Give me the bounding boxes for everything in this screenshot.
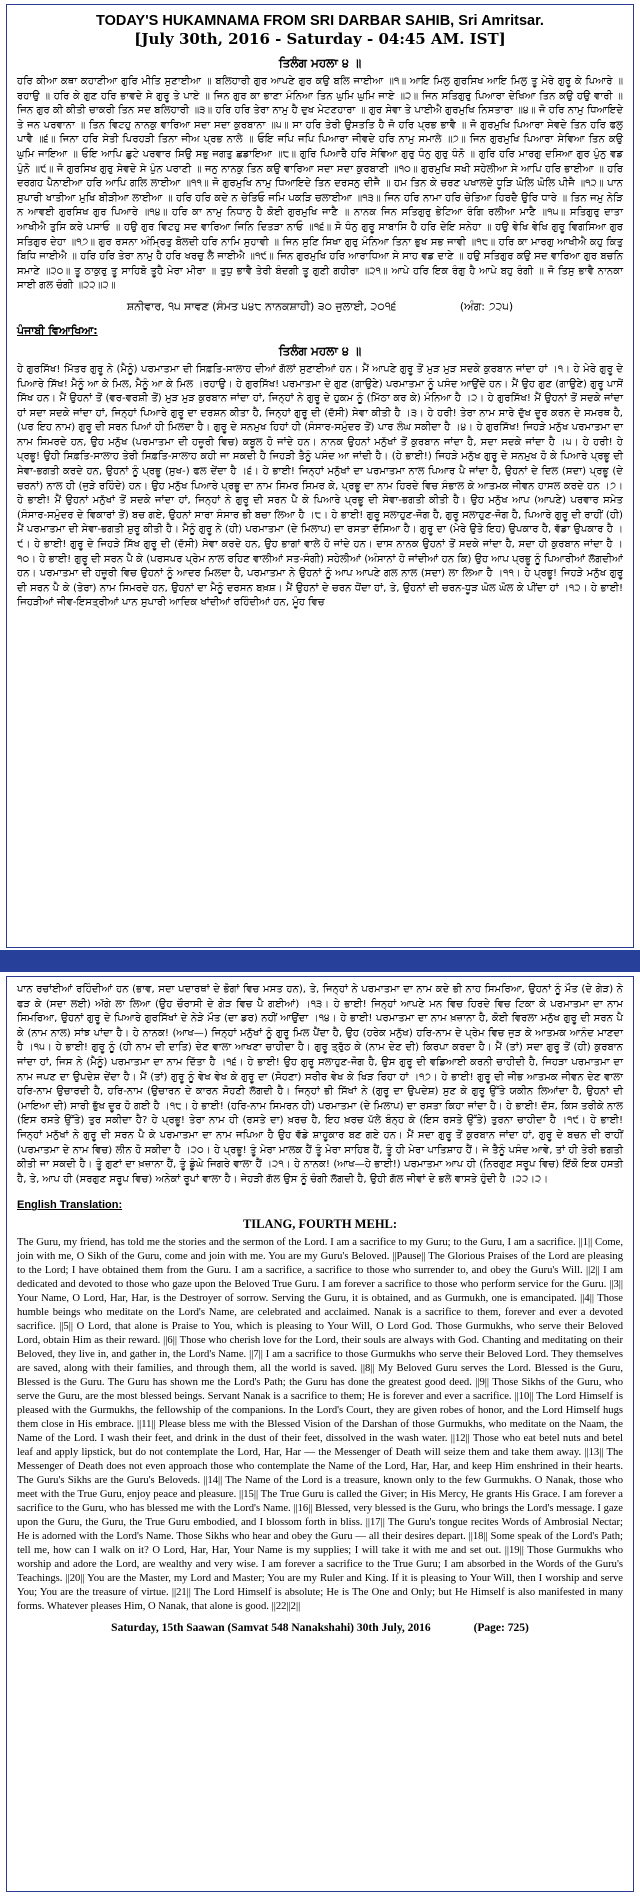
gurmukhi-date: ਸ਼ਨੀਵਾਰ, ੧੫ ਸਾਵਣ (ਸੰਮਤ ੫੪੮ ਨਾਨਕਸ਼ਾਹੀ) ੩੦ ਜੁਲਾਈ, ੨੦੧੬ [126,299,397,313]
page-datetime: [July 30th, 2016 - Saturday - 04:45 AM. IST] [134,30,506,48]
gurbani-text: ਹਰਿ ਕੀਆ ਕਥਾ ਕਹਾਣੀਆ ਗੁਰਿ ਮੀਤਿ ਸੁਣਾਈਆ ॥ ਬਲਿਹਾਰੀ ਗੁਰ ਆਪਣੇ ਗੁਰ ਕਉ ਬਲਿ ਜਾਈਆ ॥੧॥ ਆਇ ਮਿਲੁ ਗੁਰਸਿਖ ਆਇ ਮਿਲੁ ਤੂ ਮੇਰੇ ਗੁਰੂ ਕੇ ਪਿਆਰੇ ॥ ਰਹਾਉ ॥ ਹਰਿ ਕੇ ਗੁਣ ਹਰਿ ਭਾਵਦੇ ਸੇ ਗੁਰੂ ਤੇ ਪਾਏ ॥ ਜਿਨ ਗੁਰ ਕਾ ਭਾਣਾ ਮੰਨਿਆ ਤਿਨ ਘੁਮਿ ਘੁਮਿ ਜਾਏ ॥੨॥ ਜਿਨ ਸਤਿਗੁਰੁ ਪਿਆਰਾ ਦੇਖਿਆ ਤਿਨ ਕਉ ਹਉ ਵਾਰੀ ॥ ਜਿਨ ਗੁਰ ਕੀ ਕੀਤੀ ਚਾਕਰੀ ਤਿਨ ਸਦ ਬਲਿਹਾਰੀ ॥੩॥ ਹਰਿ ਹਰਿ ਤੇਰਾ ਨਾਮੁ ਹੈ ਦੁਖ ਮੇਟਣਹਾਰਾ ॥ ਗੁਰ ਸੇਵਾ ਤੇ ਪਾਈਐ ਗੁਰਮੁਖਿ ਨਿਸਤਾਰਾ ॥੪॥ ਜੋ ਹਰਿ ਨਾਮੁ ਧਿਆਇਦੇ ਤੇ ਜਨ ਪਰਵਾਨਾ ॥ ਤਿਨ ਵਿਟਹੁ ਨਾਨਕੁ ਵਾਰਿਆ ਸਦਾ ਸਦਾ ਕੁਰਬਾਨਾ ॥੫॥ ਸਾ ਹਰਿ ਤੇਰੀ ਉਸਤਤਿ ਹੈ ਜੋ ਹਰਿ ਪ੍ਰਭ ਭਾਵੈ ॥ ਜੋ ਗੁਰਮੁਖਿ ਪਿਆਰਾ ਸੇਵਦੇ ਤਿਨ ਹਰਿ ਫਲੁ ਪਾਵੈ ॥੬॥ ਜਿਨਾ ਹਰਿ ਸੇਤੀ ਪਿਰਹੜੀ ਤਿਨਾ ਜੀਅ ਪ੍ਰਭ ਨਾਲੇ ॥ ਓਇ ਜਪਿ ਜਪਿ ਪਿਆਰਾ ਜੀਵਦੇ ਹਰਿ ਨਾਮੁ ਸਮਾਲੇ ॥੭॥ ਜਿਨ ਗੁਰਮੁਖਿ ਪਿਆਰਾ ਸੇਵਿਆ ਤਿਨ ਕਉ ਘੁਮਿ ਜਾਇਆ ॥ ਓਇ ਆਪਿ ਛੁਟੇ ਪਰਵਾਰ ਸਿਉ ਸਭੁ ਜਗਤੁ ਛਡਾਇਆ ॥੮॥ ਗੁਰਿ ਪਿਆਰੈ ਹਰਿ ਸੇਵਿਆ ਗੁਰੁ ਧੰਨੁ ਗੁਰੁ ਧੰਨੋ ॥ ਗੁਰਿ ਹਰਿ ਮਾਰਗੁ ਦਸਿਆ ਗੁਰ ਪੁੰਨੁ ਵਡ ਪੁੰਨੋ ॥੯॥ ਜੋ ਗੁਰਸਿਖ ਗੁਰੁ ਸੇਵਦੇ ਸੇ ਪੁੰਨ ਪਰਾਣੀ ॥ ਜਨੁ ਨਾਨਕੁ ਤਿਨ ਕਉ ਵਾਰਿਆ ਸਦਾ ਸਦਾ ਕੁਰਬਾਣੀ ॥੧੦॥ ਗੁਰਮੁਖਿ ਸਖੀ ਸਹੇਲੀਆ ਸੇ ਆਪਿ ਹਰਿ ਭਾਈਆ ॥ ਹਰਿ ਦਰਗਹ ਪੈਨਾਈਆ ਹਰਿ ਆਪਿ ਗਲਿ ਲਾਈਆ ॥੧੧॥ ਜੋ ਗੁਰਮੁਖਿ ਨਾਮੁ ਧਿਆਇਦੇ ਤਿਨ ਦਰਸਨੁ ਦੀਜੈ ॥ ਹਮ ਤਿਨ ਕੇ ਚਰਣ ਪਖਾਲਦੇ ਧੂੜਿ ਘੋਲਿ ਘੋਲਿ ਪੀਜੈ ॥੧੨॥ ਪਾਨ ਸੁਪਾਰੀ ਖਾਤੀਆ ਮੁਖਿ ਬੀੜੀਆ ਲਾਈਆ ॥ ਹਰਿ ਹਰਿ ਕਦੇ ਨ ਚੇਤਿਓ ਜਮਿ ਪਕੜਿ ਚਲਾਈਆ ॥੧੩॥ ਜਿਨ ਹਰਿ ਨਾਮਾ ਹਰਿ ਚੇਤਿਆ ਹਿਰਦੈ ਉਰਿ ਧਾਰੇ ॥ ਤਿਨ ਜਮੁ ਨੇੜਿ ਨ ਆਵਈ ਗੁਰਸਿਖ ਗੁਰ ਪਿਆਰੇ ॥੧੪॥ ਹਰਿ ਕਾ ਨਾਮੁ ਨਿਧਾਨੁ ਹੈ ਕੋਈ ਗੁਰਮੁਖਿ ਜਾਣੈ ॥ ਨਾਨਕ ਜਿਨ ਸਤਿਗੁਰੁ ਭੇਟਿਆ ਰੰਗਿ ਰਲੀਆ ਮਾਣੈ ॥੧੫॥ ਸਤਿਗੁਰੁ ਦਾਤਾ ਆਖੀਐ ਤੁਸਿ ਕਰੇ ਪਸਾਓ ॥ ਹਉ ਗੁਰ ਵਿਟਹੁ ਸਦ ਵਾਰਿਆ ਜਿਨਿ ਦਿਤੜਾ ਨਾਓ ॥੧੬॥ ਸੋ ਧੰਨੁ ਗੁਰੂ ਸਾਬਾਸਿ ਹੈ ਹਰਿ ਦੇਇ ਸਨੇਹਾ ॥ ਹਉ ਵੇਖਿ ਵੇਖਿ ਗੁਰੂ ਵਿਗਸਿਆ ਗੁਰ ਸਤਿਗੁਰ ਦੇਹਾ ॥੧੭॥ ਗੁਰ ਰਸਨਾ ਅੰਮ੍ਰਿਤੁ ਬੋਲਦੀ ਹਰਿ ਨਾਮਿ ਸੁਹਾਵੀ ॥ ਜਿਨ ਸੁਣਿ ਸਿਖਾ ਗੁਰੁ ਮੰਨਿਆ ਤਿਨਾ ਭੁਖ ਸਭ ਜਾਵੀ ॥੧੮॥ ਹਰਿ ਕਾ ਮਾਰਗੁ ਆਖੀਐ ਕਹੁ ਕਿਤੁ ਬਿਧਿ ਜਾਈਐ ॥ ਹਰਿ ਹਰਿ ਤੇਰਾ ਨਾਮੁ ਹੈ ਹਰਿ ਖਰਚੁ ਲੈ ਜਾਈਐ ॥੧੯॥ ਜਿਨ ਗੁਰਮੁਖਿ ਹਰਿ ਆਰਾਧਿਆ ਸੇ ਸਾਹ ਵਡ ਦਾਣੇ ॥ ਹਉ ਸਤਿਗੁਰ ਕਉ ਸਦ ਵਾਰਿਆ ਗੁਰ ਬਚਨਿ ਸਮਾਣੇ ॥੨੦॥ ਤੂ ਠਾਕੁਰੁ ਤੂ ਸਾਹਿਬੋ ਤੂਹੈ ਮੇਰਾ ਮੀਰਾ ॥ ਤੁਧੁ ਭਾਵੈ ਤੇਰੀ ਬੰਦਗੀ ਤੂ ਗੁਣੀ ਗਹੀਰਾ ॥੨੧॥ ਆਪੇ ਹਰਿ ਇਕ ਰੰਗੁ ਹੈ ਆਪੇ ਬਹੁ ਰੰਗੀ ॥ ਜੋ ਤਿਸੁ ਭਾਵੈ ਨਾਨਕਾ ਸਾਈ ਗਲ ਚੰਗੀ ॥੨੨॥੨॥ [17,76,623,292]
hukamnama-page-top [6,4,634,948]
gurmukhi-ang: (ਅੰਗ: ੭੨੫) [459,299,514,313]
punjabi-section-label: ਪੰਜਾਬੀ ਵਿਆਖਿਆ: [17,323,98,337]
page-title: TODAY'S HUKAMNAMA FROM SRI DARBAR SAHIB, Sri Amritsar. [96,13,544,29]
footer-date: Saturday, 15th Saawan (Samvat 548 Nanakshahi) 30th July, 2016 [111,1622,431,1635]
gurbani-heading: ਤਿਲੰਗ ਮਹਲਾ ੪ ॥ [278,56,362,70]
punjabi-text-part2: ਪਾਨ ਰਚਾਂਈਆਂ ਰਹਿੰਦੀਆਂ ਹਨ (ਭਾਵ, ਸਦਾ ਪਦਾਰਥਾਂ ਦੇ ਭੋਗਾਂ ਵਿਚ ਮਸਤ ਹਨ), ਤੇ, ਜਿਨ੍ਹਾਂ ਨੇ ਪਰਮਾਤਮਾ ਦਾ ਨਾਮ ਕਦੇ ਭੀ ਨਾਹ ਸਿਮਰਿਆ, ਉਹਨਾਂ ਨੂੰ ਮੌਤ (ਦੇ ਗੇੜ) ਨੇ ਫੜ ਕੇ (ਸਦਾ ਲਈ) ਅੱਗੇ ਲਾ ਲਿਆ (ਉਹ ਚੌਰਾਸੀ ਦੇ ਗੇੜ ਵਿਚ ਪੈ ਗਈਆਂ) ।੧੩। ਹੇ ਭਾਈ! ਜਿਨ੍ਹਾਂ ਆਪਣੇ ਮਨ ਵਿਚ ਹਿਰਦੇ ਵਿਚ ਟਿਕਾ ਕੇ ਪਰਮਾਤਮਾ ਦਾ ਨਾਮ ਸਿਮਰਿਆ, ਉਹਨਾਂ ਗੁਰੂ ਦੇ ਪਿਆਰੇ ਗੁਰਸਿੱਖਾਂ ਦੇ ਨੇੜੇ ਮੌਤ (ਦਾ ਡਰ) ਨਹੀਂ ਆਉਂਦਾ ।੧੪। ਹੇ ਭਾਈ! ਪਰਮਾਤਮਾ ਦਾ ਨਾਮ ਖ਼ਜ਼ਾਨਾ ਹੈ, ਕੋਈ ਵਿਰਲਾ ਮਨੁੱਖ ਗੁਰੂ ਦੀ ਸਰਨ ਪੈ ਕੇ (ਨਾਮ ਨਾਲ) ਸਾਂਝ ਪਾਂਦਾ ਹੈ। ਹੇ ਨਾਨਕ! (ਆਖ—) ਜਿਨ੍ਹਾਂ ਮਨੁੱਖਾਂ ਨੂੰ ਗੁਰੂ ਮਿਲ ਪੈਂਦਾ ਹੈ, ਉਹ (ਹਰੇਕ ਮਨੁੱਖ) ਹਰਿ-ਨਾਮ ਦੇ ਪ੍ਰੇਮ ਵਿਚ ਜੁੜ ਕੇ ਆਤਮਕ ਆਨੰਦ ਮਾਣਦਾ ਹੈ ।੧੫। ਹੇ ਭਾਈ! ਗੁਰੂ ਨੂੰ (ਹੀ ਨਾਮ ਦੀ ਦਾਤਿ) ਦੇਣ ਵਾਲਾ ਆਖਣਾ ਚਾਹੀਦਾ ਹੈ। ਗੁਰੂ ਤ੍ਰੁੱਠ ਕੇ (ਨਾਮ ਦੇਣ ਦੀ) ਕਿਰਪਾ ਕਰਦਾ ਹੈ। ਮੈਂ (ਤਾਂ) ਸਦਾ ਗੁਰੂ ਤੋਂ (ਹੀ) ਕੁਰਬਾਨ ਜਾਂਦਾ ਹਾਂ, ਜਿਸ ਨੇ (ਮੈਨੂੰ) ਪਰਮਾਤਮਾ ਦਾ ਨਾਮ ਦਿੱਤਾ ਹੈ ।੧੬। ਹੇ ਭਾਈ! ਉਹ ਗੁਰੂ ਸਲਾਹੁਣ-ਜੋਗ ਹੈ, ਉਸ ਗੁਰੂ ਦੀ ਵਡਿਆਈ ਕਰਨੀ ਚਾਹੀਦੀ ਹੈ, ਜਿਹੜਾ ਪਰਮਾਤਮਾ ਦਾ ਨਾਮ ਜਪਣ ਦਾ ਉਪਦੇਸ਼ ਦੇਂਦਾ ਹੈ। ਮੈਂ (ਤਾਂ) ਗੁਰੂ ਨੂੰ ਵੇਖ ਵੇਖ ਕੇ ਗੁਰੂ ਦਾ (ਸੋਹਣਾ) ਸਰੀਰ ਵੇਖ ਕੇ ਖਿੜ ਰਿਹਾ ਹਾਂ ।੧੭। ਹੇ ਭਾਈ! ਗੁਰੂ ਦੀ ਜੀਭ ਆਤਮਕ ਜੀਵਨ ਦੇਣ ਵਾਲਾ ਹਰਿ-ਨਾਮ ਉਚਾਰਦੀ ਹੈ, ਹਰਿ-ਨਾਮ (ਉਚਾਰਨ ਦੇ ਕਾਰਨ ਸੋਹਣੀ ਲੱਗਦੀ ਹੈ। ਜਿਨ੍ਹਾਂ ਭੀ ਸਿੱਖਾਂ ਨੇ (ਗੁਰੂ ਦਾ ਉਪਦੇਸ਼) ਸੁਣ ਕੇ ਗੁਰੂ ਉੱਤੇ ਯਕੀਨ ਲਿਆਂਦਾ ਹੈ, ਉਹਨਾਂ ਦੀ (ਮਾਇਆ ਦੀ) ਸਾਰੀ ਭੁੱਖ ਦੂਰ ਹੋ ਗਈ ਹੈ ।੧੮। ਹੇ ਭਾਈ! (ਹਰਿ-ਨਾਮ ਸਿਮਰਨ ਹੀ) ਪਰਮਾਤਮਾ (ਦੇ ਮਿਲਾਪ) ਦਾ ਰਸਤਾ ਕਿਹਾ ਜਾਂਦਾ ਹੈ। ਹੇ ਭਾਈ! ਦੱਸ, ਕਿਸ ਤਰੀਕੇ ਨਾਲ (ਇਸ ਰਸਤੇ ਉੱਤੇ) ਤੁਰ ਸਕੀਦਾ ਹੈ? ਹੇ ਪ੍ਰਭੂ! ਤੇਰਾ ਨਾਮ ਹੀ (ਰਸਤੇ ਦਾ) ਖ਼ਰਚ ਹੈ, ਇਹ ਖ਼ਰਚ ਪੱਲੇ ਬੰਨ੍ਹ ਕੇ (ਇਸ ਰਸਤੇ ਉੱਤੇ) ਤੁਰਨਾ ਚਾਹੀਦਾ ਹੈ ।੧੯। ਹੇ ਭਾਈ! ਜਿਨ੍ਹਾਂ ਮਨੁੱਖਾਂ ਨੇ ਗੁਰੂ ਦੀ ਸਰਨ ਪੈ ਕੇ ਪਰਮਾਤਮਾ ਦਾ ਨਾਮ ਜਪਿਆ ਹੈ ਉਹ ਵੱਡੇ ਸ਼ਾਹੂਕਾਰ ਬਣ ਗਏ ਹਨ। ਮੈਂ ਸਦਾ ਗੁਰੂ ਤੋਂ ਕੁਰਬਾਨ ਜਾਂਦਾ ਹਾਂ, ਗੁਰੂ ਦੇ ਬਚਨ ਦੀ ਰਾਹੀਂ (ਪਰਮਾਤਮਾ ਦੇ ਨਾਮ ਵਿਚ) ਲੀਨ ਹੋ ਸਕੀਦਾ ਹੈ ।੨੦। ਹੇ ਪ੍ਰਭੂ! ਤੂੰ ਮੇਰਾ ਮਾਲਕ ਹੈਂ ਤੂੰ ਮੇਰਾ ਸਾਹਿਬ ਹੈਂ, ਤੂੰ ਹੀ ਮੇਰਾ ਪਾਤਿਸ਼ਾਹ ਹੈਂ। ਜੇ ਤੈਨੂੰ ਪਸੰਦ ਆਵੇ, ਤਾਂ ਹੀ ਤੇਰੀ ਭਗਤੀ ਕੀਤੀ ਜਾ ਸਕਦੀ ਹੈ। ਤੂੰ ਗੁਣਾਂ ਦਾ ਖ਼ਜ਼ਾਨਾ ਹੈਂ, ਤੂੰ ਡੂੰਘੇ ਜਿਗਰੇ ਵਾਲਾ ਹੈਂ ।੨੧। ਹੇ ਨਾਨਕ! (ਆਖ—ਹੇ ਭਾਈ!) ਪਰਮਾਤਮਾ ਆਪ ਹੀ (ਨਿਰਗੁਣ ਸਰੂਪ ਵਿਚ) ਇੱਕੋ ਇਕ ਹਸਤੀ ਹੈ, ਤੇ, ਆਪ ਹੀ (ਸਰਗੁਣ ਸਰੂਪ ਵਿਚ) ਅਨੇਕਾਂ ਰੂਪਾਂ ਵਾਲਾ ਹੈ। ਜੇਹੜੀ ਗੱਲ ਉਸ ਨੂੰ ਚੰਗੀ ਲੱਗਦੀ ਹੈ, ਉਹੀ ਗੱਲ ਜੀਵਾਂ ਦੇ ਭਲੇ ਵਾਸਤੇ ਹੁੰਦੀ ਹੈ ।੨੨।੨। [17,984,623,1185]
footer-page: (Page: 725) [473,1622,529,1635]
footer-dateline [17,1622,623,1634]
punjabi-heading: ਤਿਲੰਗ ਮਹਲਾ ੪ ॥ [278,343,362,358]
page-divider [0,950,640,972]
english-text: The Guru, my friend, has told me the stories and the sermon of the Lord. I am a sacrifice to my Guru; to the Guru, I am a sacrifice. ||1|| Come, join with me, O Sikh of the Guru, come and join with me. You are my Guru's Beloved. ||Pause|| The Glorious Praises of the Lord are pleasing to the Lord; I have obtained them from the Guru. I am a sacrifice, a sacrifice to those who surrender to, and obey the Guru's Will. ||2|| I am dedicated and devoted to those who gaze upon the Beloved True Guru. I am forever a sacrifice to those who perform service for the Guru. ||3|| Your Name, O Lord, Har, Har, is the Destroyer of sorrow. Serving the Guru, it is obtained, and as Gurmukh, one is emancipated. ||4|| Those humble beings who meditate on the Lord's Name, are celebrated and acclaimed. Nanak is a sacrifice to them, forever and ever a devoted sacrifice. ||5|| O Lord, that alone is Praise to You, which is pleasing to Your Will, O Lord God. Those Gurmukhs, who serve their Beloved Lord, obtain Him as their reward. ||6|| Those who cherish love for the Lord, their souls are always with God. Chanting and meditating on their Beloved, they live in, and gather in, the Lord's Name. ||7|| I am a sacrifice to those Gurmukhs who serve their Beloved Lord. They themselves are saved, along with their families, and through them, all the world is saved. ||8|| My Beloved Guru serves the Lord. Blessed is the Guru, Blessed is the Guru. The Guru has shown me the Lord's Path; the Guru has done the greatest good deed. ||9|| Those Sikhs of the Guru, who serve the Guru, are the most blessed beings. Servant Nanak is a sacrifice to them; He is forever and ever a sacrifice. ||10|| The Lord Himself is pleased with the Gurmukhs, the fellowship of the companions. In the Lord's Court, they are given robes of honor, and the Lord Himself hugs them close in His embrace. ||11|| Please bless me with the Blessed Vision of the Darshan of those Gurmukhs, who meditate on the Naam, the Name of the Lord. I wash their feet, and drink in the dust of their feet, dissolved in the wash water. ||12|| Those who eat betel nuts and betel leaf and apply lipstick, but do not contemplate the Lord, Har, Har — the Messenger of Death will seize them and take them away. ||13|| The Messenger of Death does not even approach those who contemplate the Name of the Lord, Har, Har, and keep Him enshrined in their hearts. The Guru's Sikhs are the Guru's Beloveds. ||14|| The Name of the Lord is a treasure, known only to the few Gurmukhs. O Nanak, those who meet with the True Guru, enjoy peace and pleasure. ||15|| The True Guru is called the Giver; in His Mercy, He grants His Grace. I am forever a sacrifice to the Guru, who has blessed me with the Lord's Name. ||16|| Blessed, very blessed is the Guru, who brings the Lord's message. I gaze upon the Guru, the Guru, the True Guru embodied, and I blossom forth in bliss. ||17|| The Guru's tongue recites Words of Ambrosial Nectar; He is adorned with the Lord's Name. Those Sikhs who hear and obey the Guru — all their desires depart. ||18|| Some speak of the Lord's Path; tell me, how can I walk on it? O Lord, Har, Har, Your Name is my supplies; I will take it with me and set out. ||19|| Those Gurmukhs who worship and adore the Lord, are wealthy and very wise. I am forever a sacrifice to the True Guru; I am absorbed in the Words of the Guru's Teachings. ||20|| You are the Master, my Lord and Master; You are my Ruler and King. If it is pleasing to Your Will, then I worship and serve You; You are the treasure of virtue. ||21|| The Lord Himself is absolute; He is The One and Only; but He Himself is also manifested in many forms. Whatever pleases Him, O Nanak, that alone is good. ||22||2|| [17,1237,623,1613]
punjabi-text-part1: ਹੇ ਗੁਰਸਿੱਖ! ਮਿੱਤਰ ਗੁਰੂ ਨੇ (ਮੈਨੂੰ) ਪਰਮਾਤਮਾ ਦੀ ਸਿਫ਼ਤਿ-ਸਾਲਾਹ ਦੀਆਂ ਗੱਲਾਂ ਸੁਣਾਈਆਂ ਹਨ। ਮੈਂ ਆਪਣੇ ਗੁਰੂ ਤੋਂ ਮੁੜ ਮੁੜ ਸਦਕੇ ਕੁਰਬਾਨ ਜਾਂਦਾ ਹਾਂ ।੧। ਹੇ ਮੇਰੇ ਗੁਰੂ ਦੇ ਪਿਆਰੇ ਸਿੱਖ! ਮੈਨੂੰ ਆ ਕੇ ਮਿਲ, ਮੈਨੂੰ ਆ ਕੇ ਮਿਲ ।ਰਹਾਉ। ਹੇ ਗੁਰਸਿੱਖ! ਪਰਮਾਤਮਾ ਦੇ ਗੁਣ (ਗਾਉਣੇ) ਪਰਮਾਤਮਾ ਨੂੰ ਪਸੰਦ ਆਉਂਦੇ ਹਨ। ਮੈਂ ਉਹ ਗੁਣ (ਗਾਉਣੇ) ਗੁਰੂ ਪਾਸੋਂ ਸਿੱਖ ਹਨ। ਮੈਂ ਉਹਨਾਂ ਤੋਂ (ਵਰ-ਵਰਸ਼ੀ ਤੋਂ) ਮੁੜ ਮੁੜ ਕੁਰਬਾਨ ਜਾਂਦਾ ਹਾਂ, ਜਿਨ੍ਹਾਂ ਨੇ ਗੁਰੂ ਦੇ ਹੁਕਮ ਨੂੰ (ਮਿੱਠਾ ਕਰ ਕੇ) ਮੰਨਿਆ ਹੈ ।੨। ਹੇ ਗੁਰਸਿੱਖ! ਮੈਂ ਉਹਨਾਂ ਤੋਂ ਸਦਕੇ ਜਾਂਦਾ ਹਾਂ ਸਦਾ ਸਦਕੇ ਜਾਂਦਾ ਹਾਂ, ਜਿਨ੍ਹਾਂ ਪਿਆਰੇ ਗੁਰੂ ਦਾ ਦਰਸ਼ਨ ਕੀਤਾ ਹੈ, ਜਿਨ੍ਹਾਂ ਗੁਰੂ ਦੀ (ਦੱਸੀ) ਸੇਵਾ ਕੀਤੀ ਹੈ ।੩। ਹੇ ਹਰੀ! ਤੇਰਾ ਨਾਮ ਸਾਰੇ ਦੁੱਖ ਦੂਰ ਕਰਨ ਦੇ ਸਮਰਥ ਹੈ, (ਪਰ ਇਹ ਨਾਮ) ਗੁਰੂ ਦੀ ਸਰਨ ਪਿਆਂ ਹੀ ਮਿਲਦਾ ਹੈ। ਗੁਰੂ ਦੇ ਸਨਮੁਖ ਹਿਹਾਂ ਹੀ (ਸੰਸਾਰ-ਸਮੁੰਦਰ ਤੋਂ) ਪਾਰ ਲੰਘ ਸਕੀਦਾ ਹੈ ।੪। ਹੇ ਗੁਰਸਿੱਖ! ਜਿਹੜੇ ਮਨੁੱਖ ਪਰਮਾਤਮਾ ਦਾ ਨਾਮ ਸਿਮਰਦੇ ਹਨ, ਉਹ ਮਨੁੱਖ (ਪਰਮਾਤਮਾ ਦੀ ਹਜ਼ੂਰੀ ਵਿਚ) ਕਬੂਲ ਹੋ ਜਾਂਦੇ ਹਨ। ਨਾਨਕ ਉਹਨਾਂ ਮਨੁੱਖਾਂ ਤੋਂ ਕੁਰਬਾਨ ਜਾਂਦਾ ਹੈ, ਸਦਾ ਸਦਕੇ ਜਾਂਦਾ ਹੈ ।੫। ਹੇ ਹਰੀ! ਹੇ ਪ੍ਰਭੂ! ਉਹੀ ਸਿਫ਼ਤਿ-ਸਾਲਾਹ ਤੇਰੀ ਸਿਫ਼ਤਿ-ਸਾਲਾਹ ਕਹੀ ਜਾ ਸਕਦੀ ਹੈ ਜਿਹੜੀ ਤੈਨੂੰ ਪਸੰਦ ਆ ਜਾਂਦੀ ਹੈ। (ਹੇ ਭਾਈ!) ਜਿਹੜੇ ਮਨੁੱਖ ਗੁਰੂ ਦੇ ਸਨਮੁਖ ਹੋ ਕੇ ਪਿਆਰੇ ਪ੍ਰਭੂ ਦੀ ਸੇਵਾ-ਭਗਤੀ ਕਰਦੇ ਹਨ, ਉਹਨਾਂ ਨੂੰ ਪ੍ਰਭੂ (ਸੁਖ-) ਫਲ ਦੇਂਦਾ ਹੈ ।੬। ਹੇ ਭਾਈ! ਜਿਨ੍ਹਾਂ ਮਨੁੱਖਾਂ ਦਾ ਪਰਮਾਤਮਾ ਨਾਲ ਪਿਆਰ ਪੈ ਜਾਂਦਾ ਹੈ, ਉਹਨਾਂ ਦੇ ਦਿਲ (ਸਦਾ) ਪ੍ਰਭੂ (ਦੇ ਚਰਨਾਂ) ਨਾਲ ਹੀ (ਜੁੜੇ ਰਹਿੰਦੇ) ਹਨ। ਉਹ ਮਨੁੱਖ ਪਿਆਰੇ ਪ੍ਰਭੂ ਦਾ ਨਾਮ ਸਿਮਰ ਸਿਮਰ ਕੇ, ਪ੍ਰਭੂ ਦਾ ਨਾਮ ਹਿਰਦੇ ਵਿਚ ਸੰਭਾਲ ਕੇ ਆਤਮਕ ਜੀਵਨ ਹਾਸਲ ਕਰਦੇ ਹਨ ।੭। ਹੇ ਭਾਈ! ਮੈਂ ਉਹਨਾਂ ਮਨੁੱਖਾਂ ਤੋਂ ਸਦਕੇ ਜਾਂਦਾ ਹਾਂ, ਜਿਨ੍ਹਾਂ ਨੇ ਗੁਰੂ ਦੀ ਸਰਨ ਪੈ ਕੇ ਪਿਆਰੇ ਪ੍ਰਭੂ ਦੀ ਸੇਵਾ-ਭਗਤੀ ਕੀਤੀ ਹੈ। ਉਹ ਮਨੁੱਖ ਆਪ (ਆਪਣੇ) ਪਰਵਾਰ ਸਮੇਤ (ਸੰਸਾਰ-ਸਮੁੰਦਰ ਦੇ ਵਿਕਾਰਾਂ ਤੋਂ) ਬਚ ਗਏ, ਉਹਨਾਂ ਸਾਰਾ ਸੰਸਾਰ ਭੀ ਬਚਾ ਲਿਆ ਹੈ ।੮। ਹੇ ਭਾਈ! ਗੁਰੂ ਸਲਾਹੁਣ-ਜੋਗ ਹੈ, ਗੁਰੂ ਸਲਾਹੁਣ-ਜੋਗ ਹੈ, ਪਿਆਰੇ ਗੁਰੂ ਦੀ ਰਾਹੀਂ (ਹੀ) ਮੈਂ ਪਰਮਾਤਮਾ ਦੀ ਸੇਵਾ-ਭਗਤੀ ਸ਼ੁਰੂ ਕੀਤੀ ਹੈ। ਮੈਨੂੰ ਗੁਰੂ ਨੇ (ਹੀ) ਪਰਮਾਤਮਾ (ਦੇ ਮਿਲਾਪ) ਦਾ ਰਸਤਾ ਦੱਸਿਆ ਹੈ। ਗੁਰੂ ਦਾ (ਮੇਰੇ ਉਤੇ ਇਹ) ਉਪਕਾਰ ਹੈ, ਵੱਡਾ ਉਪਕਾਰ ਹੈ ।੯। ਹੇ ਭਾਈ! ਗੁਰੂ ਦੇ ਜਿਹੜੇ ਸਿੱਖ ਗੁਰੂ ਦੀ (ਦੱਸੀ) ਸੇਵਾ ਕਰਦੇ ਹਨ, ਉਹ ਭਾਗਾਂ ਵਾਲੇ ਹੋ ਜਾਂਦੇ ਹਨ। ਦਾਸ ਨਾਨਕ ਉਹਨਾਂ ਤੋਂ ਸਦਕੇ ਜਾਂਦਾ ਹੈ, ਸਦਾ ਹੀ ਕੁਰਬਾਨ ਜਾਂਦਾ ਹੈ ।੧੦। ਹੇ ਭਾਈ! ਗੁਰੂ ਦੀ ਸਰਨ ਪੈ ਕੇ (ਪਰਸਪਰ ਪ੍ਰੇਮ ਨਾਲ ਰਹਿਣ ਵਾਲੀਆਂ ਸਤ-ਸੰਗੀ) ਸਹੇਲੀਆਂ (ਅੰਸਾਨਾਂ ਹੋ ਜਾਂਦੀਆਂ ਹਨ ਕਿ) ਉਹ ਆਪ ਪ੍ਰਭੂ ਨੂੰ ਪਿਆਰੀਆਂ ਲੱਗਦੀਆਂ ਹਨ। ਪਰਮਾਤਮਾ ਦੀ ਹਜ਼ੂਰੀ ਵਿਚ ਉਹਨਾਂ ਨੂੰ ਆਦਰ ਮਿਲਦਾ ਹੈ, ਪਰਮਾਤਮਾ ਨੇ ਉਹਨਾਂ ਨੂੰ ਆਪ ਆਪਣੇ ਗਲ ਨਾਲ (ਸਦਾ) ਲਾ ਲਿਆ ਹੈ ।੧੧। ਹੇ ਪ੍ਰਭੂ! ਜਿਹੜੇ ਮਨੁੱਖ ਗੁਰੂ ਦੀ ਸਰਨ ਪੈ ਕੇ (ਤੇਰਾ) ਨਾਮ ਸਿਮਰਦੇ ਹਨ, ਉਹਨਾਂ ਦਾ ਮੈਨੂੰ ਦਰਸਨ ਬਖ਼ਸ਼। ਮੈਂ ਉਹਨਾਂ ਦੇ ਚਰਨ ਧੋਂਦਾ ਹਾਂ, ਤੇ, ਉਹਨਾਂ ਦੀ ਚਰਨ-ਧੂੜ ਘੋਲ ਘੋਲ ਕੇ ਪੀਂਦਾ ਹਾਂ ।੧੨। ਹੇ ਭਾਈ! ਜਿਹੜੀਆਂ ਜੀਵ-ਇਸਤ੍ਰੀਆਂ ਪਾਨ ਸੁਪਾਰੀ ਆਦਿਕ ਖਾਂਦੀਆਂ ਰਹਿੰਦੀਆਂ ਹਨ, ਮੂੰਹ ਵਿਚ [17,363,623,609]
english-heading: TILANG, FOURTH MEHL: [242,1217,398,1232]
english-section-label: English Translation: [17,1199,123,1212]
gurmukhi-dateline [17,300,623,314]
hukamnama-page-bottom [6,976,634,1892]
